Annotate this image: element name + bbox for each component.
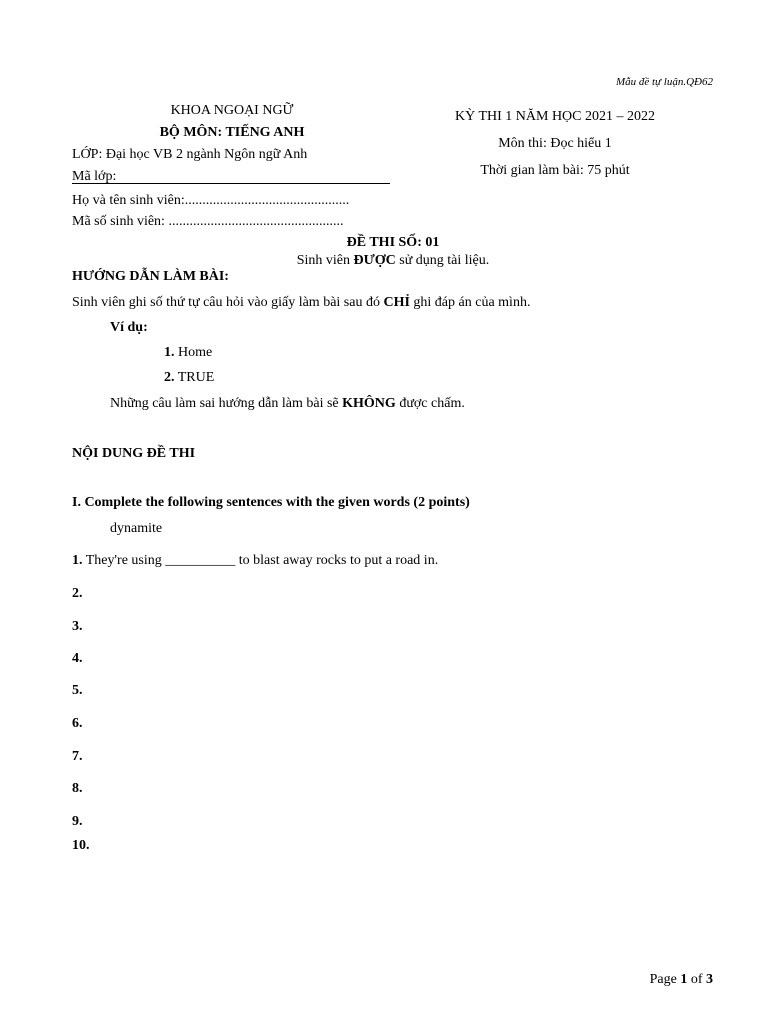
- question-item: [72, 814, 83, 831]
- question-number: 9.: [72, 814, 83, 829]
- warning-suffix: được chấm.: [395, 396, 465, 411]
- materials-suffix: sử dụng tài liệu.: [395, 253, 490, 268]
- materials-emphasis: ĐƯỢC: [353, 253, 396, 268]
- example-text: TRUE: [174, 370, 215, 385]
- instructions-text: [72, 295, 530, 312]
- exam-subject: Môn thi: Đọc hiểu 1: [498, 136, 612, 151]
- question-item: [72, 781, 83, 798]
- class-label: LỚP: Đại học VB 2 ngành Ngôn ngữ Anh: [72, 147, 308, 162]
- page-indicator: [650, 972, 713, 989]
- instructions-emphasis: CHỈ: [383, 295, 410, 310]
- page-prefix: Page: [649, 972, 681, 987]
- question-number: 10.: [72, 838, 90, 853]
- warning-prefix: Những câu làm sai hướng dẫn làm bài sẽ: [110, 396, 343, 411]
- class-code-label: Mã lớp:: [72, 169, 117, 184]
- question-number: 2.: [72, 586, 83, 601]
- question-item: [72, 838, 90, 855]
- question-text: They're using __________ to blast away rocks to put a road in.: [82, 553, 439, 568]
- materials-note: [0, 253, 768, 270]
- question-number: 6.: [72, 716, 83, 731]
- faculty-name: KHOA NGOẠI NGỮ: [170, 103, 294, 118]
- exam-title: KỲ THI 1 NĂM HỌC 2021 – 2022: [454, 109, 656, 124]
- department-name: BỘ MÔN: TIẾNG ANH: [159, 125, 305, 140]
- warning-text: [110, 396, 465, 413]
- question-item: [72, 749, 83, 766]
- student-name-line: Họ và tên sinh viên:...............................................: [72, 193, 350, 208]
- question-item: [72, 651, 83, 668]
- exam-number: ĐỀ THI SỐ: 01: [346, 235, 440, 250]
- question-number: 4.: [72, 651, 83, 666]
- example-item: [164, 345, 212, 362]
- student-id-line: Mã số sinh viên: ..................................................: [72, 214, 344, 229]
- page-of: of: [687, 972, 706, 987]
- instructions-prefix: Sinh viên ghi số thứ tự câu hỏi vào giấy làm bài sau đó: [72, 295, 384, 310]
- question-item: [72, 683, 83, 700]
- question-number: 7.: [72, 749, 83, 764]
- question-number: 8.: [72, 781, 83, 796]
- example-label: Ví dụ:: [110, 320, 148, 335]
- example-number: 1.: [164, 345, 175, 360]
- faculty-header: [72, 100, 392, 188]
- section-title: I. Complete the following sentences with the given words (2 points): [72, 495, 470, 510]
- materials-prefix: Sinh viên: [296, 253, 354, 268]
- instructions-heading: HƯỚNG DẪN LÀM BÀI:: [72, 269, 229, 284]
- question-number: 3.: [72, 619, 83, 634]
- question-item: [72, 716, 83, 733]
- page-current: 1: [680, 972, 688, 987]
- student-info: [72, 190, 349, 232]
- question-number: 1.: [72, 553, 83, 568]
- question-item: [72, 586, 83, 603]
- example-number: 2.: [164, 370, 175, 385]
- header-divider: [72, 183, 390, 184]
- exam-duration: Thời gian làm bài: 75 phút: [480, 163, 630, 178]
- example-text: Home: [174, 345, 213, 360]
- word-bank: dynamite: [110, 521, 163, 536]
- exam-header: [420, 103, 690, 184]
- question-item: [72, 553, 438, 570]
- question-number: 5.: [72, 683, 83, 698]
- question-item: [72, 619, 83, 636]
- warning-emphasis: KHÔNG: [342, 396, 396, 411]
- form-code: Mẫu đề tự luận.QĐ62: [615, 76, 713, 88]
- instructions-suffix: ghi đáp án của mình.: [409, 295, 531, 310]
- content-heading: NỘI DUNG ĐỀ THI: [72, 446, 196, 461]
- example-item: [164, 370, 214, 387]
- page-total: 3: [706, 972, 713, 987]
